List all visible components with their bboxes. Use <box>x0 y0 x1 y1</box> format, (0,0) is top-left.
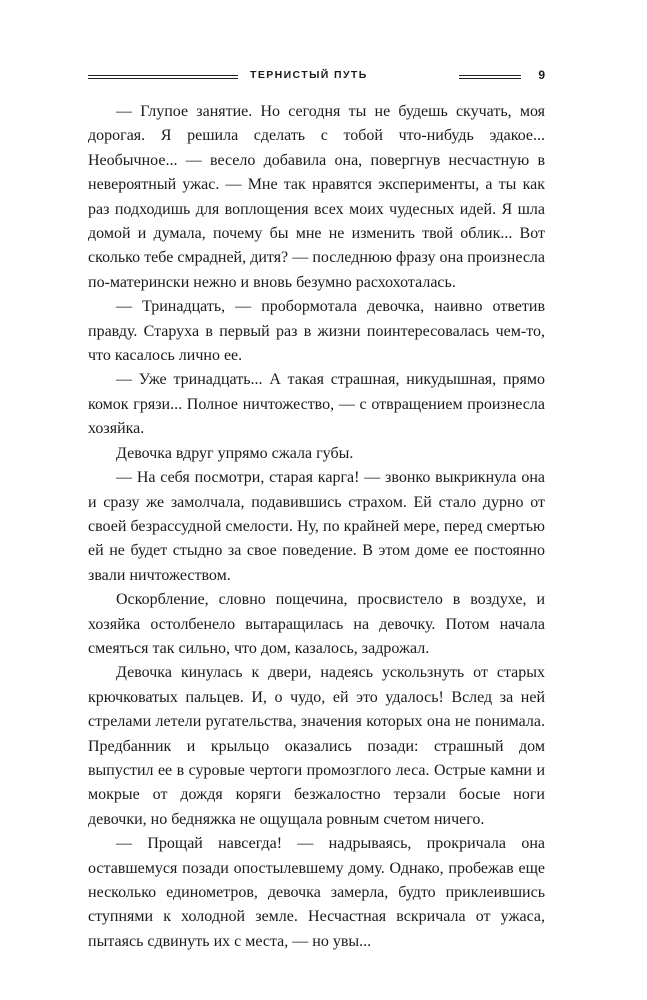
paragraph: — Прощай навсегда! — надрываясь, прокричала она оставшемуся позади опостылевшему дому. Однако, пробежав еще несколько единометров, девочка замерла, будто приклеившись ступнями к холодной земле. Несчастная вскричала от ужаса, пытаясь сдвинуть их с места, — но увы... <box>88 835 545 950</box>
running-header <box>88 66 545 90</box>
header-rule-right <box>459 75 521 79</box>
page-number: 9 <box>538 68 545 82</box>
paragraph: — Уже тринадцать... А такая страшная, никудышная, прямо комок грязи... Полное ничтожество, — с отвращением произнесла хозяйка. <box>88 371 545 438</box>
paragraph: — Тринадцать, — пробормотала девочка, наивно ответив правду. Старуха в первый раз в жизни поинтересовалась чем-то, что касалось лично ее. <box>88 298 545 365</box>
paragraph: — Глупое занятие. Но сегодня ты не будешь скучать, моя дорогая. Я решила сделать с тобой что-нибудь эдакое... Необычное... — весело добавила она, повергнув несчастную в невероятный ужас. — Мне так нравятся эксперименты, а ты как раз подходишь для воплощения всех моих чудесных идей. Я шла домой и думала, почему бы мне не изменить твой облик... Вот сколько тебе смрадней, дитя? — последнюю фразу она произнесла по-матерински нежно и вновь безумно расхохоталась. <box>88 103 545 291</box>
paragraph: Девочка вдруг упрямо сжала губы. <box>116 444 354 462</box>
running-title: ТЕРНИСТЫЙ ПУТЬ <box>250 69 368 81</box>
header-rule-left <box>88 75 238 79</box>
paragraph: Девочка кинулась к двери, надеясь ускользнуть от старых крючковатых пальцев. И, о чудо, ей это удалось! Вслед за ней стрелами летели ругательства, значения которых она не понимала. Предбанник и крыльцо оказались позади: страшный дом выпустил ее в суровые чертоги промозглого леса. Острые камни и мокрые от дождя коряги безжалостно терзали босые ноги девочки, но бедняжка не ощущала ровным счетом ничего. <box>88 664 545 828</box>
body-text <box>88 100 545 954</box>
paragraph: Оскорбление, словно пощечина, просвистело в воздухе, и хозяйка остолбенело вытаращилась на девочку. Потом начала смеяться так сильно, что дом, казалось, задрожал. <box>88 591 545 657</box>
paragraph: — На себя посмотри, старая карга! — звонко выкрикнула она и сразу же замолчала, подавившись страхом. Ей стало дурно от своей безрассудной смелости. Ну, по крайней мере, перед смертью ей не будет стыдно за свое поведение. В этом доме ее постоянно звали ничтожеством. <box>88 469 545 584</box>
